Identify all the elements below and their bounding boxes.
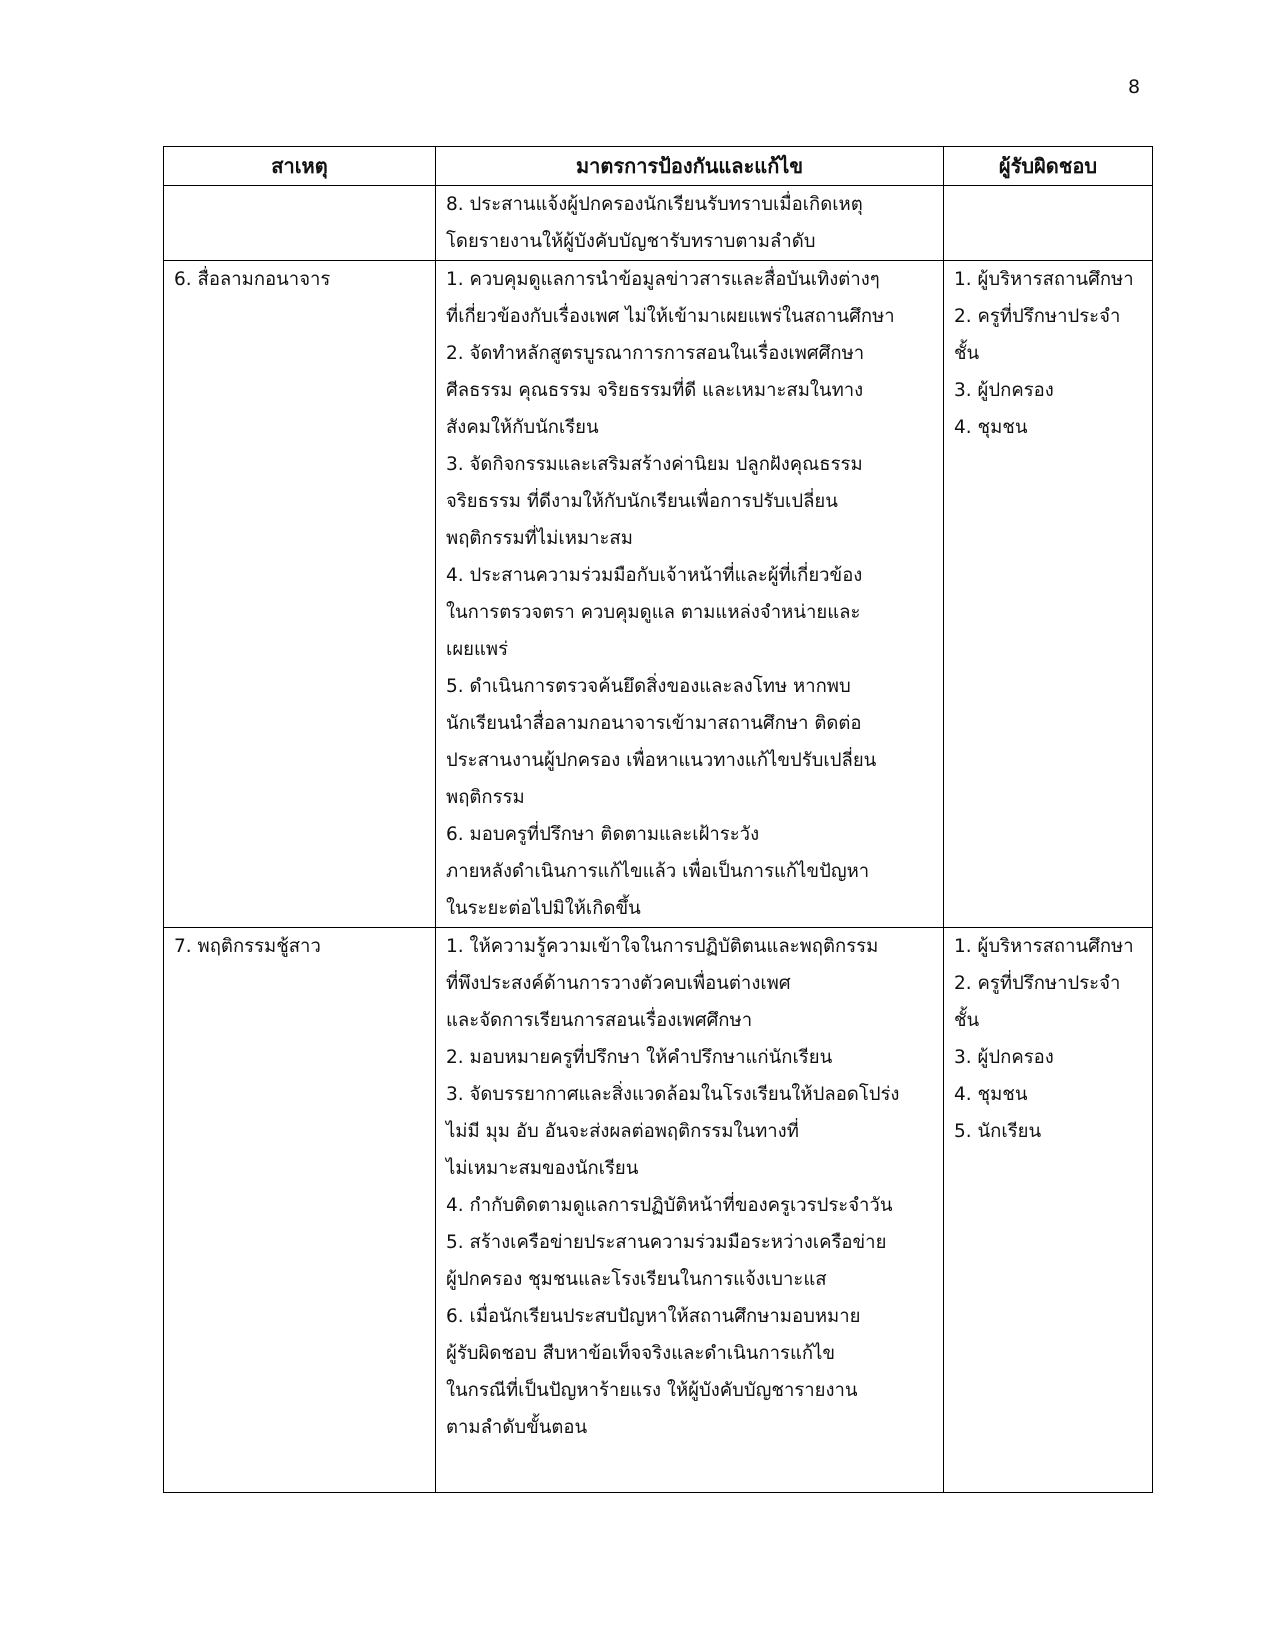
measure-line: สังคมให้กับนักเรียน <box>446 417 599 438</box>
responsible-line: 2. ครูที่ปรึกษาประจำ <box>954 306 1121 327</box>
measure-line: 1. ควบคุมดูแลการนำข้อมูลข่าวสารและสื่อบันเทิงต่างๆ <box>446 269 880 290</box>
responsible-line: 4. ชุมชน <box>954 1084 1028 1105</box>
measure-line: ผู้ปกครอง ชุมชนและโรงเรียนในการแจ้งเบาะแส <box>446 1269 827 1290</box>
measure-line: ประสานงานผู้ปกครอง เพื่อหาแนวทางแก้ไขปรับเปลี่ยน <box>446 750 877 771</box>
responsible-line: 3. ผู้ปกครอง <box>954 380 1054 401</box>
measure-line: ในระยะต่อไปมิให้เกิดขึ้น <box>446 898 641 919</box>
table-row <box>164 186 1153 261</box>
measure-line: 6. เมื่อนักเรียนประสบปัญหาให้สถานศึกษามอบหมาย <box>446 1306 861 1327</box>
cause-cell <box>164 261 436 928</box>
measure-line: 2. มอบหมายครูที่ปรึกษา ให้คำปรึกษาแก่นักเรียน <box>446 1047 833 1068</box>
responsible-line: ชั้น <box>954 1010 980 1031</box>
measure-line: 2. จัดทำหลักสูตรบูรณาการการสอนในเรื่องเพศศึกษา <box>446 343 865 364</box>
measure-line: ที่เกี่ยวข้องกับเรื่องเพศ ไม่ให้เข้ามาเผยแพร่ในสถานศึกษา <box>446 306 895 327</box>
responsible-cell <box>944 261 1153 928</box>
cause-text: 7. พฤติกรรมชู้สาว <box>174 936 321 957</box>
measure-line: ในกรณีที่เป็นปัญหาร้ายแรง ให้ผู้บังคับบัญชารายงาน <box>446 1380 858 1401</box>
responsible-line: 1. ผู้บริหารสถานศึกษา <box>954 269 1134 290</box>
measure-line: 1. ให้ความรู้ความเข้าใจในการปฏิบัติตนและพฤติกรรม <box>446 936 879 957</box>
measures-cell <box>436 186 944 261</box>
measure-line: 3. จัดกิจกรรมและเสริมสร้างค่านิยม ปลูกฝังคุณธรรม <box>446 454 863 475</box>
cause-cell <box>164 186 436 261</box>
responsible-line: 2. ครูที่ปรึกษาประจำ <box>954 973 1121 994</box>
table-body <box>164 186 1153 1493</box>
measure-line: เผยแพร่ <box>446 639 509 660</box>
measure-line: พฤติกรรม <box>446 787 525 808</box>
table-row <box>164 928 1153 1493</box>
measure-line: ที่พึงประสงค์ด้านการวางตัวคบเพื่อนต่างเพศ <box>446 973 791 994</box>
measure-line: 4. ประสานความร่วมมือกับเจ้าหน้าที่และผู้ที่เกี่ยวข้อง <box>446 565 863 586</box>
measure-line: 3. จัดบรรยากาศและสิ่งแวดล้อมในโรงเรียนให้ปลอดโปร่ง <box>446 1084 900 1105</box>
measure-line: ตามลำดับขั้นตอน <box>446 1417 588 1438</box>
measure-line: ในการตรวจตรา ควบคุมดูแล ตามแหล่งจำหน่ายและ <box>446 602 861 623</box>
measure-line: ภายหลังดำเนินการแก้ไขแล้ว เพื่อเป็นการแก้ไขปัญหา <box>446 861 870 882</box>
measure-line: และจัดการเรียนการสอนเรื่องเพศศึกษา <box>446 1010 753 1031</box>
responsible-cell <box>944 928 1153 1493</box>
responsible-line: ชั้น <box>954 343 980 364</box>
cause-cell <box>164 928 436 1493</box>
measure-line: 4. กำกับติดตามดูแลการปฏิบัติหน้าที่ของครูเวรประจำวัน <box>446 1195 893 1216</box>
measures-cell <box>436 928 944 1493</box>
measure-line: ศีลธรรม คุณธรรม จริยธรรมที่ดี และเหมาะสมในทาง <box>446 380 864 401</box>
measure-line: จริยธรรม ที่ดีงามให้กับนักเรียนเพื่อการปรับเปลี่ยน <box>446 491 838 512</box>
measure-line: ไม่เหมาะสมของนักเรียน <box>446 1158 639 1179</box>
header-cause: สาเหตุ <box>164 147 436 186</box>
page-number: 8 <box>1128 76 1141 98</box>
measure-line: นักเรียนนำสื่อลามกอนาจารเข้ามาสถานศึกษา ติดต่อ <box>446 713 862 734</box>
header-measures: มาตรการป้องกันและแก้ไข <box>436 147 944 186</box>
responsible-line: 1. ผู้บริหารสถานศึกษา <box>954 936 1134 957</box>
measure-line: 5. สร้างเครือข่ายประสานความร่วมมือระหว่างเครือข่าย <box>446 1232 887 1253</box>
measure-line: 5. ดำเนินการตรวจค้นยึดสิ่งของและลงโทษ หากพบ <box>446 676 851 697</box>
responsible-line: 5. นักเรียน <box>954 1121 1042 1142</box>
measure-line: 6. มอบครูที่ปรึกษา ติดตามและเฝ้าระวัง <box>446 824 760 845</box>
header-responsible: ผู้รับผิดชอบ <box>944 147 1153 186</box>
cause-text: 6. สื่อลามกอนาจาร <box>174 269 331 290</box>
responsible-line: 3. ผู้ปกครอง <box>954 1047 1054 1068</box>
measure-line: ผู้รับผิดชอบ สืบหาข้อเท็จจริงและดำเนินการแก้ไข <box>446 1343 836 1364</box>
measures-cell <box>436 261 944 928</box>
measures-table <box>163 146 1153 1493</box>
table-header-row <box>164 147 1153 186</box>
measure-line: 8. ประสานแจ้งผู้ปกครองนักเรียนรับทราบเมื่อเกิดเหตุ <box>446 194 863 215</box>
measure-line: โดยรายงานให้ผู้บังคับบัญชารับทราบตามลำดับ <box>446 231 816 252</box>
measure-line: พฤติกรรมที่ไม่เหมาะสม <box>446 528 633 549</box>
responsible-line: 4. ชุมชน <box>954 417 1028 438</box>
responsible-cell <box>944 186 1153 261</box>
table-row <box>164 261 1153 928</box>
measure-line: ไม่มี มุม อับ อันจะส่งผลต่อพฤติกรรมในทางที่ <box>446 1121 799 1142</box>
